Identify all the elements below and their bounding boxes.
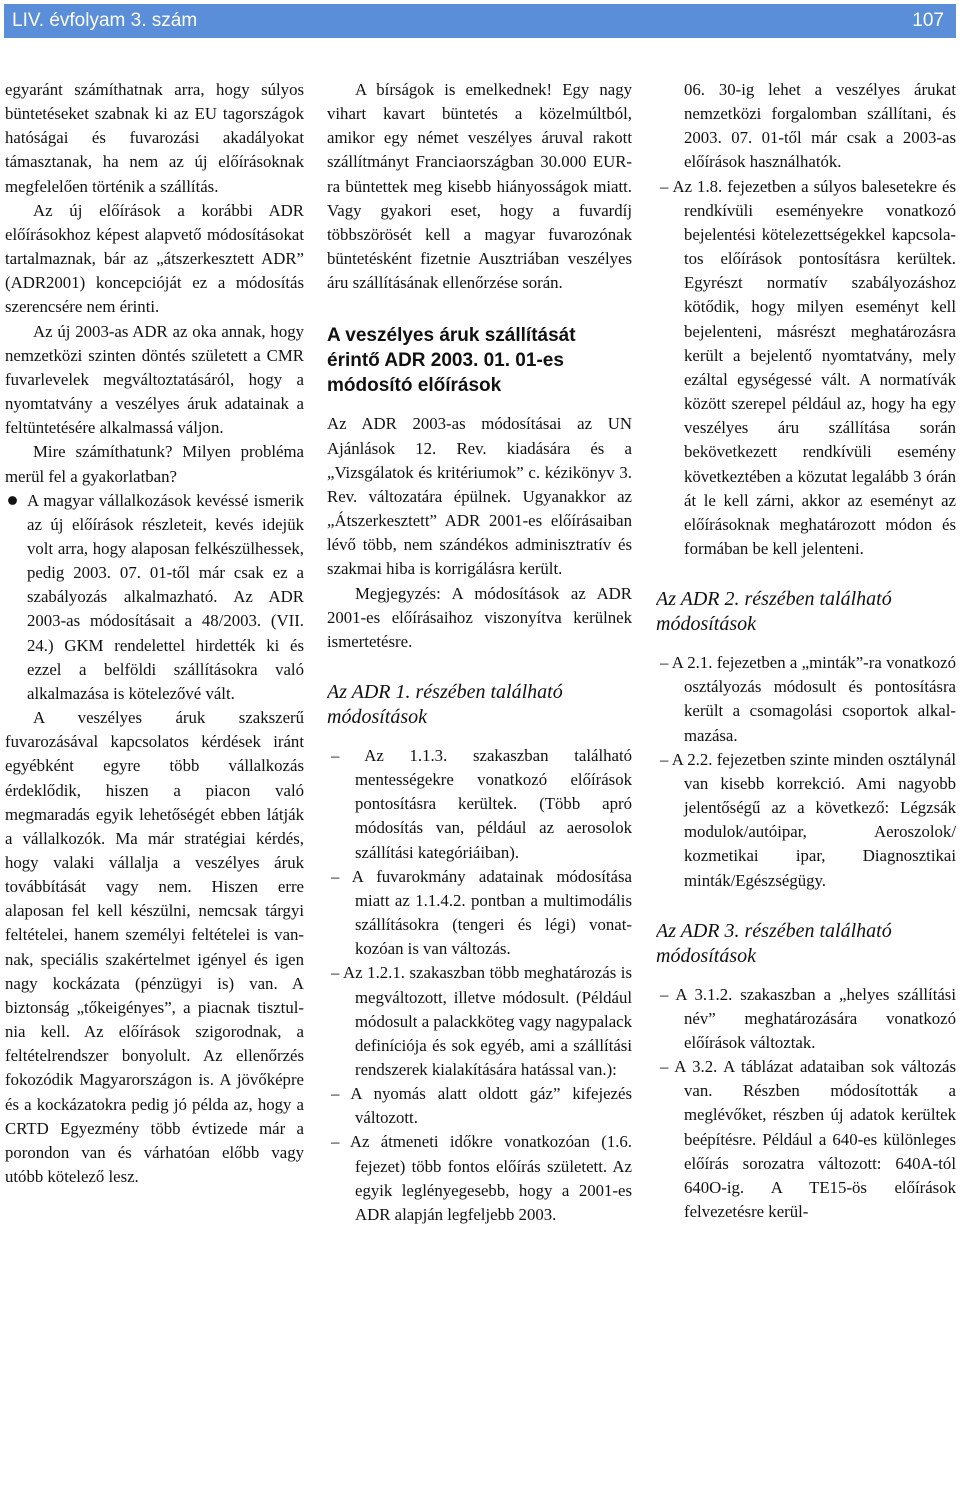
column-2 — [327, 78, 632, 1498]
page-header — [4, 4, 956, 38]
list-item: – A fuvarokmány adatainak módosítása miatt az 1.1.4.2. pontban a multimodális szállításokra (tengeri és légi) vonatkozóan is van változás. — [331, 866, 632, 959]
list-item: – Az 1.8. fejezetben a súlyos balesetekre és rendkívüli eseményekre vonatkozó bejelentési kötelezettségekkel kapcsolatos előírások pontosításra kerültek. Egyrészt normatív szabályozáshoz kötődik, hogy milyen eseményt kell bejelenteni, másrészt meghatározásra került a bejelentő nyomtatvány, mely ezáltal egységessé vált. A normatívák között szerepel például az, hogy ha egy veszélyes áru szállítása során bekövetkezett rendkívüli esemény következtében a közutat legalább 3 órán át le kell zárni, akkor az eseményt az előírásoknak meghatározott módon és formában be kell jelenteni. — [660, 176, 956, 558]
section-title: A veszélyes áruk szállítását érintő ADR 2003. 01. 01-es módosító előírások — [327, 325, 576, 397]
paragraph: Mire számíthatunk? Milyen probléma merül fel a gyakorlatban? — [5, 442, 304, 486]
paragraph: egyaránt számíthatnak arra, hogy súlyos büntetéseket szabnak ki az EU tagországok hatóságai és fuvarozási akadályokat támasztanak, ha nem az új előírásoknak megfelelően történik a szállítás. — [5, 80, 304, 196]
paragraph: Az új 2003-as ADR az oka annak, hogy nemzetközi szinten döntés született a CMR fuvarlevelek megváltoztatásáról, hogy a nyomtatvány a veszélyes áruk adatainak a feltüntetésére alkalmassá váljon. — [5, 321, 304, 438]
journal-volume: LIV. évfolyam 3. szám — [12, 10, 198, 31]
column-1 — [5, 78, 304, 1498]
list-item: – A 2.2. fejezetben szinte minden osztálynál van kisebb korrekció. Ami nagyobb jelentőségű az a következő: Légzsák modulok/autóipar, Aeroszolok/ kozmetikai ipar, Diagnosztikai minták/Egészségügy. — [660, 749, 956, 890]
list-item: – Az 1.1.3. szakaszban található mentességekre vonatkozó előírások pontosításra kerültek. (Több apró módosítás van, például az aerosolok szállítási kategóriáiban). — [331, 745, 632, 862]
sub-title-part-3: Az ADR 3. részében található módosítások — [656, 919, 892, 967]
list-item: – Az átmeneti időkre vonatkozóan (1.6. fejezet) több fontos előírás született. Az egyik leglényegesebb, hogy a 2001-es ADR alapján legfeljebb 2003. — [331, 1132, 632, 1224]
bullet-text: A magyar vállalkozások kevéssé ismerik az új előírások részleteit, kevés idejük volt arra, hogy alaposan felkészülhessek, pedig 2003. 07. 01-től már csak ez a szabályozás alkalmazható. Az ADR 2003-as módosításait a 48/2003. (VII. 24.) GKM rendelettel hirdették ki és ezzel a belföldi szállításokra való alkalmazása is kötelezővé vált. — [27, 490, 304, 703]
list-item: – A nyomás alatt oldott gáz” kifejezés változott. — [331, 1084, 632, 1128]
paragraph: Az új előírások a korábbi ADR előírásokhoz képest alapvető módosításokat tartalmaznak, bár az „átszerkesztett ADR” (ADR2001) koncepcióját ez a módosítás szerencsére nem érinti. — [5, 200, 304, 317]
list-item-continuation: 06. 30-ig lehet a veszélyes árukat nemzetközi forgalomban szállítani, és 2003. 07. 01-től már csak a 2003-as előírások használhatók. — [684, 80, 956, 172]
paragraph: A veszélyes áruk szakszerű fuvarozásával kapcsolatos kérdések iránt egyébként egyre több vállalkozás érdeklődik, hiszen a piacon való megmaradás egyik lehetőségét ebben látják a vállalkozók. Ma már stratégiai kérdés, hogy valaki vállalja a veszélyes áruk továbbítását vagy nem. Hiszen erre alaposan fel kell készülni, nemcsak tárgyi feltételei, hanem személyi feltételei is vannak, speciális szakértelmet igényel és igen nagy kockázata (pénzügyi is) van. A biztonság „tőkeigényes”, a piacnak tisztulnia kell. Az előírások szigorodnak, a feltételrendszer bonyolult. Az ellenőrzés fokozódik Magyarországon is. A jövőképre és a kockázatokra pedig jó példa az, hogy a CRTD Egyezmény több évtizede már a porondon van és várhatóan előbb vagy utóbb kötelező lesz. — [5, 708, 304, 1187]
list-item: – A 3.2. A táblázat adataiban sok változás van. Részben módosították a meglévőket, részben új adatok kerültek beépítésre. Például a 640-es különleges előírás sorozatra változott: 640A-tól 640O-ig. A TE15-ös előírások felvezetésre kerül- — [660, 1057, 956, 1222]
sub-title-part-1: Az ADR 1. részében található módosítások — [327, 680, 563, 728]
bullet-icon — [7, 495, 18, 506]
page-number: 107 — [912, 10, 944, 31]
list-item: – A 2.1. fejezetben a „minták”-ra vonatkozó osztályozás módosult és pontosításra került a csomagolási csoportok alkalmazása. — [660, 653, 956, 745]
list-item: – A 3.1.2. szakaszban a „helyes szállítási név” meghatározására vonatkozó előírások változtak. — [660, 984, 956, 1052]
paragraph: A bírságok is emelkednek! Egy nagy vihart kavart büntetés a közelmúltból, amikor egy német veszélyes áruval rakott szállítmányt Franciaországban 30.000 EUR-ra büntettek meg kisebb hiányosságok miatt. Vagy gyakori eset, hogy a fuvardíj többszörösét kell a magyar fuvarozónak büntetésként fizetnie Ausztriában veszélyes áru szállításának ellenőrzése során. — [327, 80, 632, 293]
bullet-paragraph — [5, 489, 304, 706]
paragraph: Az ADR 2003-as módosításai az UN Ajánlások 12. Rev. kiadására és a „Vizsgálatok és kritériumok” c. kézikönyv 3. Rev. változatára épülnek. Ugyanakkor az „Átszerkesztett” ADR 2001-es előírásaiban lévő több, nem szándékos adminisztratív és szakmai hiba is korrigálásra került. — [327, 414, 632, 579]
sub-title-part-2: Az ADR 2. részében található módosítások — [656, 588, 892, 636]
note-paragraph: Megjegyzés: A módosítások az ADR 2001-es előírásaihoz viszonyítva kerülnek ismertetésre. — [327, 583, 632, 651]
list-item: – Az 1.2.1. szakaszban több meghatározás is megváltozott, illetve módosult. (Például módosult a palackköteg vagy nagypalack definíciója és sok egyéb, ami a szállítási rendszerek kialakítására hatással van.): — [331, 963, 632, 1079]
column-3 — [656, 78, 956, 1498]
